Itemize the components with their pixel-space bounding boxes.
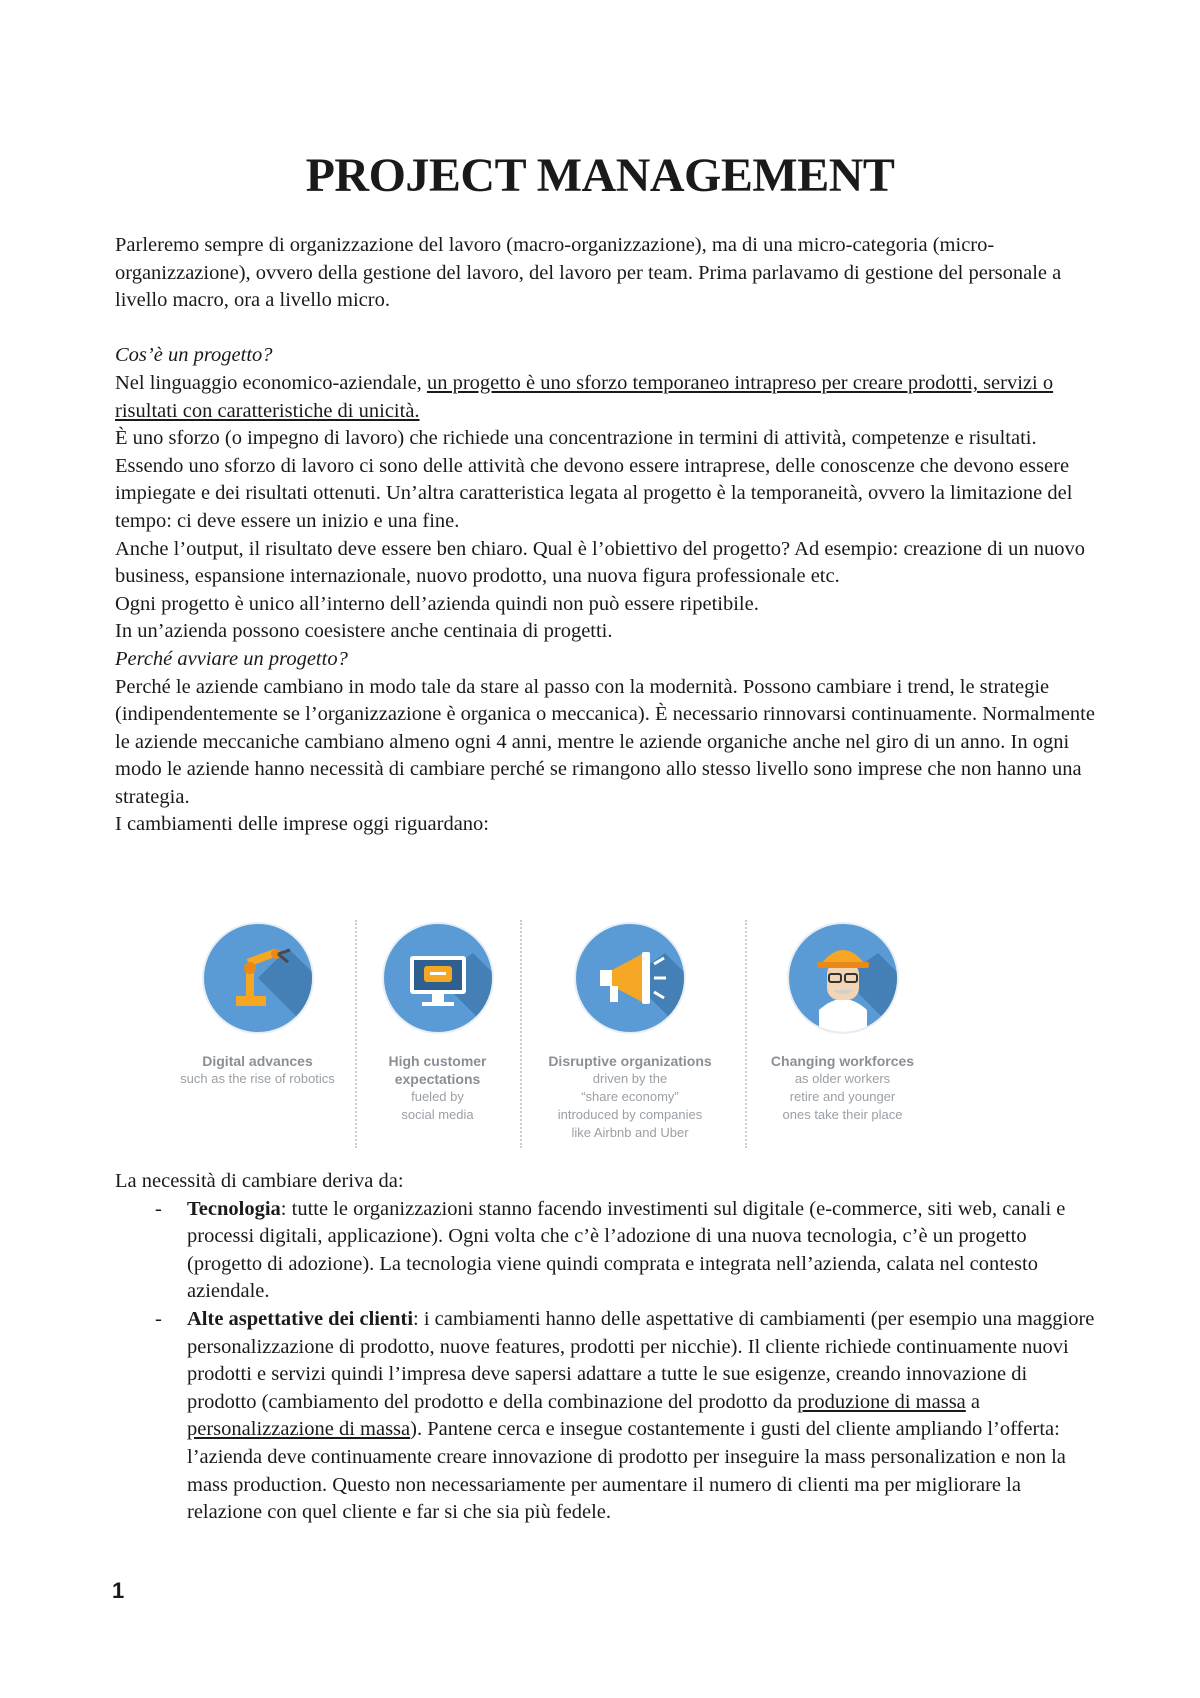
intro-paragraph: Parleremo sempre di organizzazione del lavoro (macro-organizzazione), ma di una micro-categoria (micro-organizzazione), ovvero della gestione del lavoro, del lavoro per team. Prima parlavamo di gestione del personale a livello macro, ora a livello micro. xyxy=(115,234,1062,312)
definition-underlined: un progetto è uno sforzo temporaneo intrapreso per creare prodotti, servizi o risultati con caratteristiche di unicità. xyxy=(115,371,1054,422)
page-number: 1 xyxy=(112,1578,125,1603)
infographic-sub-digital: such as the rise of robotics xyxy=(180,1071,335,1086)
infographic-sub-disruptive-1: driven by the xyxy=(592,1071,668,1086)
infographic-sub-workforce-1: as older workers xyxy=(794,1071,891,1086)
list-item-technology-label: Tecnologia xyxy=(187,1197,281,1220)
effort-paragraph: È uno sforzo (o impegno di lavoro) che richiede una concentrazione in termini di attività, competenze e risultati. Essendo uno sforzo di lavoro ci sono delle attività che devono essere intraprese, delle conoscenze che devono essere impiegate e dei risultati ottenuti. Un’altra caratteristica legata al progetto è la temporaneità, ovvero la limitazione del tempo: ci deve essere un inizio e una fine. xyxy=(115,427,1073,532)
infographic-sub-workforce-3: ones take their place xyxy=(782,1107,903,1122)
infographic-item-customer xyxy=(365,918,510,1150)
infographic-title-workforce: Changing workforces xyxy=(770,1053,915,1069)
robot-arm-icon xyxy=(198,918,318,1038)
infographic-sub-customer-2: social media xyxy=(401,1107,474,1122)
changes-intro: I cambiamenti delle imprese oggi riguardano: xyxy=(115,813,489,836)
body-text xyxy=(115,232,1100,839)
infographic-sub-customer-1: fueled by xyxy=(411,1089,464,1104)
infographic-title-customer xyxy=(365,1052,510,1088)
infographic-sub-workforce-2: retire and younger xyxy=(789,1089,896,1104)
megaphone-icon xyxy=(570,918,690,1038)
infographic-title-customer-line1: High customer xyxy=(388,1053,487,1069)
list-item-customer-text-a: : i cambiamenti hanno delle aspettative di cambiamenti (per esempio una maggiore personalizzazione di prodotto, nuove features, prodotti per nicchie). Il cliente richiede continuamente nuovi prodotti e servizi quindi l’impresa deve sapersi adattare a tutte le sue esigenze, creando innovazione di prodotto (cambiamento del prodotto e della combinazione del prodotto da xyxy=(187,1307,1095,1413)
page-title: PROJECT MANAGEMENT xyxy=(305,149,895,202)
definition-prefix: Nel linguaggio economico-aziendale, xyxy=(115,371,427,394)
worker-helmet-icon xyxy=(783,918,903,1038)
change-causes-list xyxy=(115,1168,1100,1527)
list-item-technology xyxy=(115,1196,1100,1306)
infographic-title-digital: Digital advances xyxy=(202,1053,313,1069)
hundreds-paragraph: In un’azienda possono coesistere anche centinaia di progetti. xyxy=(115,620,613,643)
output-paragraph: Anche l’output, il risultato deve essere ben chiaro. Qual è l’obiettivo del progetto? Ad esempio: creazione di un nuovo business, espansione internazionale, nuovo prodotto, una nuova figura professionale etc. xyxy=(115,537,1086,588)
list-item-technology-text: : tutte le organizzazioni stanno facendo investimenti sul digitale (e-commerce, siti web, canali e processi digitali, applicazione). Ogni volta che c’è l’adozione di una nuova tecnologia, c’è un progetto (progetto di adozione). La tecnologia viene quindi comprata e integrata nell’azienda, calata nel contesto aziendale. xyxy=(187,1197,1066,1303)
list-item-customer-label: Alte aspettative dei clienti xyxy=(187,1307,414,1330)
list-item-customer-mid: a xyxy=(965,1390,981,1413)
list-item-customer-text-b: ). Pantene cerca e insegue costantemente i gusti del cliente ampliando l’offerta: l’azienda deve continuamente creare innovazione di prodotto per inseguire la mass personalization e non la mass production. Questo non necessariamente per aumentare il numero di clienti ma per migliorare la relazione con quel cliente e far si che sia più fedele. xyxy=(187,1418,1066,1524)
infographic-title-disruptive: Disruptive organizations xyxy=(548,1053,712,1069)
infographic-sub-disruptive-2: “share economy” xyxy=(581,1089,679,1104)
infographic-sub-disruptive-3: introduced by companies xyxy=(557,1107,703,1122)
infographic-item-digital xyxy=(170,918,345,1150)
list-dash: - xyxy=(155,1307,162,1330)
change-drivers-infographic xyxy=(170,918,915,1150)
infographic-title-customer-line2: expectations xyxy=(394,1071,481,1087)
question-why-start: Perché avviare un progetto? xyxy=(115,647,348,670)
unique-paragraph: Ogni progetto è unico all’interno dell’azienda quindi non può essere ripetibile. xyxy=(115,592,759,615)
necessity-intro: La necessità di cambiare deriva da: xyxy=(115,1170,404,1192)
mass-personalization-term: personalizzazione di massa xyxy=(187,1418,411,1441)
list-item-customer-expectations xyxy=(115,1306,1100,1527)
mass-production-term: produzione di massa xyxy=(797,1390,966,1413)
question-what-is-project: Cos’è un progetto? xyxy=(115,344,273,367)
definition-paragraph xyxy=(115,370,1100,425)
infographic-item-disruptive xyxy=(525,918,735,1150)
monitor-chat-icon xyxy=(378,918,498,1038)
why-paragraph: Perché le aziende cambiano in modo tale da stare al passo con la modernità. Possono cambiare i trend, le strategie (indipendentemente se l’organizzazione è organica o meccanica). È necessario rinnovarsi continuamente. Normalmente le aziende meccaniche cambiano almeno ogni 4 anni, mentre le aziende organiche anche nel giro di un anno. In ogni modo le aziende hanno necessità di cambiare perché se rimangono allo stesso livello sono imprese che non hanno una strategia. xyxy=(115,675,1095,808)
infographic-item-workforce xyxy=(750,918,935,1150)
list-dash: - xyxy=(155,1197,162,1220)
infographic-sub-disruptive-4: like Airbnb and Uber xyxy=(571,1125,689,1140)
